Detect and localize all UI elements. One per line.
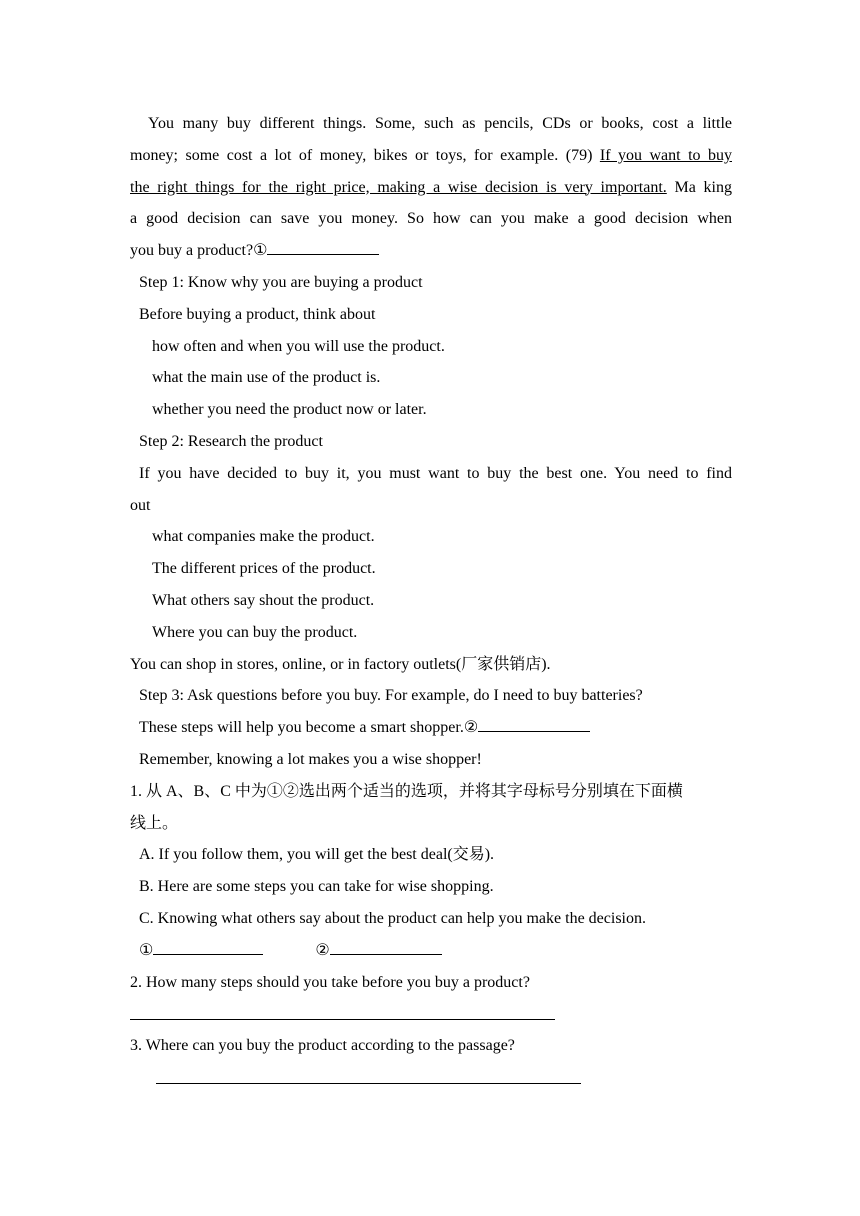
list-item (130, 553, 732, 585)
list-item (130, 521, 732, 553)
blank1-label: ① (139, 941, 154, 959)
passage-line (130, 108, 732, 140)
list-item (130, 394, 732, 426)
remember-line (130, 744, 732, 776)
question-1-cont (130, 808, 732, 840)
question-1-text: 1. 从 A、B、C 中为①②选出两个适当的选项，并将其字母标号分别填在下面横 (130, 782, 683, 800)
underlined-sentence: If you want to buy (599, 146, 732, 164)
passage-text: Ma king (666, 178, 732, 196)
option-a (130, 839, 732, 871)
list-item-text: What others say shout the product. (152, 591, 375, 609)
option-text: C. Knowing what others say about the product can help you make the decision. (139, 909, 646, 927)
step3-text: Step 3: Ask questions before you buy. For example, do I need to buy batteries? (139, 687, 643, 705)
answer-blank-2[interactable] (330, 938, 442, 955)
passage-line (130, 203, 732, 235)
blank2-label: ② (315, 941, 330, 959)
document-page (130, 108, 732, 1094)
step2-intro-text: If you have decided to buy it, you must want to buy the best one. You need to find (139, 464, 732, 482)
question-2-text: 2. How many steps should you take before you buy a product? (130, 973, 530, 991)
list-item (130, 617, 732, 649)
question-3 (130, 1030, 732, 1062)
answer-blanks-row (130, 935, 732, 967)
list-item (130, 331, 732, 363)
step2-title (130, 426, 732, 458)
passage-text: money; some cost a lot of money, bikes or toys, for example. (79) (130, 146, 600, 164)
steps-help-text: These steps will help you become a smart shopper.② (139, 719, 479, 737)
step1-title-text: Step 1: Know why you are buying a product (139, 273, 423, 291)
passage-line (130, 172, 732, 204)
question-3-text: 3. Where can you buy the product according to the passage? (130, 1037, 515, 1055)
passage-line (130, 140, 732, 172)
passage-text: You many buy different things. Some, such as pencils, CDs or books, cost a little (148, 115, 732, 132)
remember-text: Remember, knowing a lot makes you a wise shopper! (139, 750, 482, 768)
step2-intro (130, 458, 732, 490)
question-2 (130, 967, 732, 999)
option-b (130, 871, 732, 903)
passage-text: a good decision can save you money. So how can you make a good decision when (130, 210, 732, 228)
step1-title (130, 267, 732, 299)
list-item (130, 362, 732, 394)
option-text: A. If you follow them, you will get the best deal(交易). (139, 846, 495, 864)
answer-line-3[interactable] (156, 1066, 581, 1084)
answer-line-2-row (130, 998, 732, 1030)
fill-blank-1[interactable] (267, 238, 379, 255)
step3-line (130, 680, 732, 712)
step1-intro (130, 299, 732, 331)
list-item-text: what the main use of the product is. (152, 369, 381, 387)
steps-help-line (130, 712, 732, 744)
list-item (130, 585, 732, 617)
answer-line-3-row (130, 1062, 732, 1094)
list-item-text: Where you can buy the product. (152, 623, 358, 641)
question-1 (130, 776, 732, 808)
list-item-text: whether you need the product now or later. (152, 401, 427, 419)
step2-intro-text: out (130, 496, 151, 514)
option-c (130, 903, 732, 935)
answer-line-2[interactable] (130, 1002, 555, 1020)
shop-line-text: You can shop in stores, online, or in factory outlets(厂家供销店). (130, 655, 551, 673)
list-item-text: how often and when you will use the product. (152, 337, 445, 355)
option-text: B. Here are some steps you can take for wise shopping. (139, 878, 494, 896)
passage-text: you buy a product?① (130, 242, 268, 260)
step2-intro-cont (130, 490, 732, 522)
question-1-text: 线上。 (130, 814, 179, 832)
list-item-text: what companies make the product. (152, 528, 375, 546)
step1-intro-text: Before buying a product, think about (139, 305, 376, 323)
passage-line (130, 235, 732, 267)
answer-blank-1[interactable] (153, 938, 263, 955)
fill-blank-2[interactable] (478, 715, 590, 732)
underlined-sentence: the right things for the right price, making a wise decision is very important. (130, 178, 667, 196)
list-item-text: The different prices of the product. (152, 560, 376, 578)
step2-title-text: Step 2: Research the product (139, 432, 323, 450)
shop-line (130, 649, 732, 681)
